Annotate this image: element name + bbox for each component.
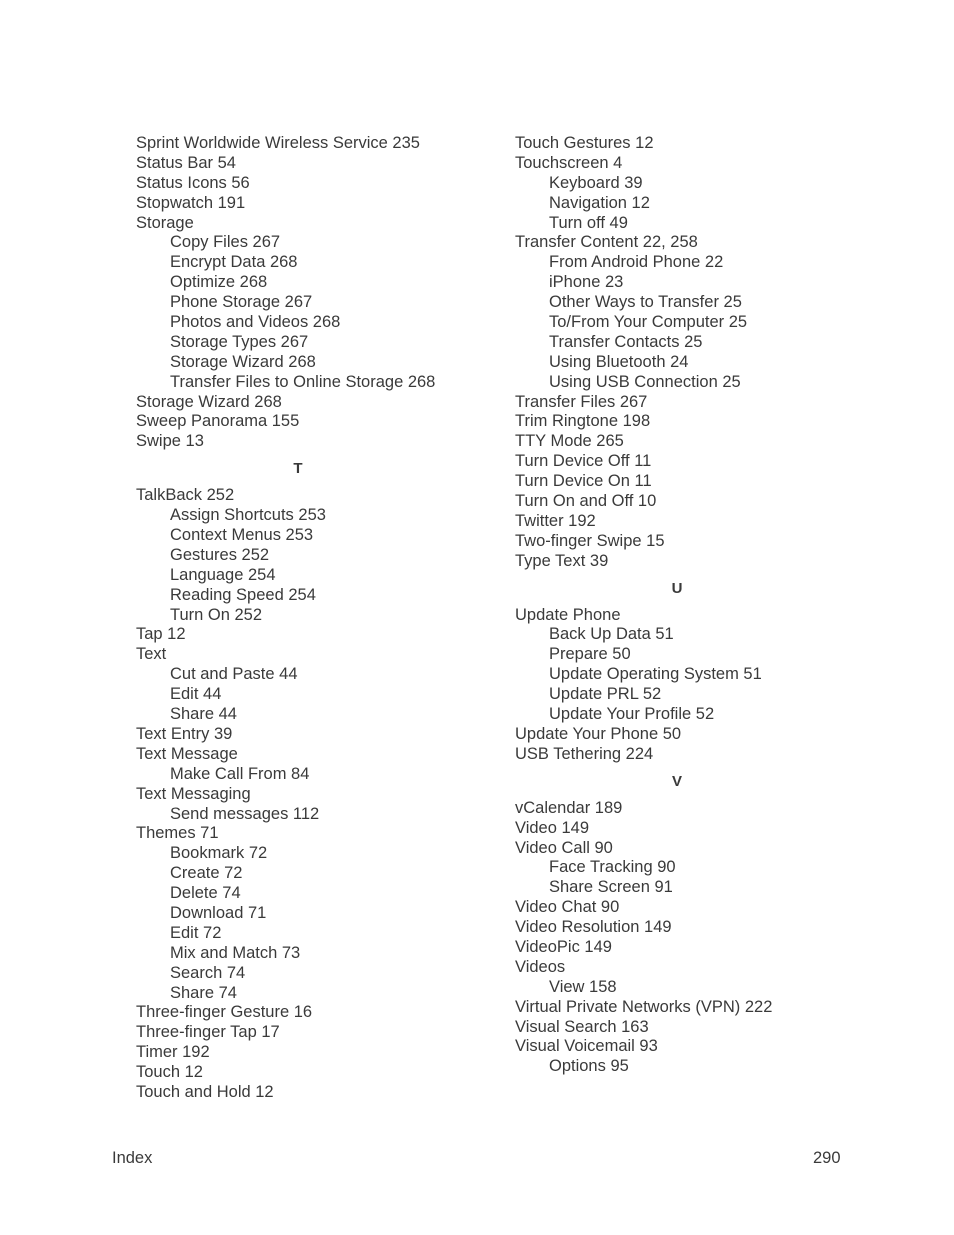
index-subentry: Edit 44	[170, 685, 222, 704]
index-subentry: Photos and Videos 268	[170, 313, 341, 332]
index-entry: Update Phone	[515, 605, 621, 624]
index-subentry: Turn On 252	[170, 605, 263, 624]
index-subentry: Update Operating System 51	[549, 665, 762, 684]
index-entry: Text Entry 39	[136, 724, 233, 743]
index-entry: Text	[136, 645, 167, 664]
index-entry: Three-finger Gesture 16	[136, 1003, 313, 1022]
index-subentry: Navigation 12	[549, 193, 650, 212]
index-entry: Sweep Panorama 155	[136, 412, 300, 431]
index-entry: VideoPic 149	[515, 937, 612, 956]
index-subentry: Copy Files 267	[170, 233, 281, 252]
index-subentry: Create 72	[170, 864, 243, 883]
index-entry: Touch Gestures 12	[515, 134, 654, 152]
index-subentry: Reading Speed 254	[170, 585, 316, 604]
index-subentry: Share 44	[170, 705, 237, 724]
index-subentry: Phone Storage 267	[170, 293, 313, 312]
index-subentry: Keyboard 39	[549, 173, 643, 192]
index-entry: Three-finger Tap 17	[136, 1023, 280, 1042]
index-subentry: Prepare 50	[549, 645, 631, 664]
index-letter-heading: V	[671, 772, 682, 790]
index-entry: Video 149	[515, 818, 590, 837]
index-entry: TalkBack 252	[136, 486, 235, 505]
index-entry: Storage	[136, 213, 194, 232]
index-entry: Video Resolution 149	[515, 918, 672, 937]
index-entry: Update Your Phone 50	[515, 724, 682, 743]
index-entry: TTY Mode 265	[515, 432, 624, 451]
index-subentry: Search 74	[170, 963, 246, 982]
index-subentry: Options 95	[549, 1057, 629, 1076]
index-entry: Storage Wizard 268	[136, 392, 282, 411]
index-entry: Visual Voicemail 93	[515, 1037, 658, 1056]
index-subentry: Update PRL 52	[549, 685, 662, 704]
index-subentry: Using Bluetooth 24	[549, 352, 689, 371]
index-subentry: To/From Your Computer 25	[549, 313, 748, 332]
index-entry: Type Text 39	[515, 551, 609, 570]
index-entry: Sprint Worldwide Wireless Service 235	[136, 134, 420, 152]
index-entry: Videos	[515, 957, 566, 976]
index-subentry: Cut and Paste 44	[170, 665, 298, 684]
index-entry: Touch 12	[136, 1063, 203, 1082]
index-subentry: View 158	[549, 977, 617, 996]
index-letter-heading: T	[293, 460, 303, 478]
index-subentry: Optimize 268	[170, 273, 268, 292]
index-subentry: Context Menus 253	[170, 526, 314, 545]
index-subentry: Update Your Profile 52	[549, 705, 715, 724]
index-entry: Touchscreen 4	[515, 153, 623, 172]
index-entry: Trim Ringtone 198	[515, 412, 651, 431]
index-entry: Stopwatch 191	[136, 193, 246, 212]
index-subentry: Bookmark 72	[170, 844, 268, 863]
index-entry: vCalendar 189	[515, 798, 623, 817]
index-subentry: Make Call From 84	[170, 764, 310, 783]
index-subentry: Share 74	[170, 983, 237, 1002]
index-subentry: Share Screen 91	[549, 878, 673, 897]
footer-section-label: Index	[112, 1149, 153, 1167]
index-subentry: Turn off 49	[549, 213, 628, 232]
index-subentry: Storage Wizard 268	[170, 352, 316, 371]
index-entry: Transfer Content 22, 258	[515, 233, 698, 252]
index-column-right	[515, 134, 855, 1077]
index-entry: Video Chat 90	[515, 898, 620, 917]
index-column-left	[136, 134, 476, 1103]
index-subentry: Mix and Match 73	[170, 943, 301, 962]
index-entry: Text Message	[136, 744, 238, 763]
index-entry: Status Icons 56	[136, 173, 250, 192]
index-entry: Two-finger Swipe 15	[515, 531, 665, 550]
index-entry: Swipe 13	[136, 432, 204, 451]
index-entry: USB Tethering 224	[515, 744, 654, 763]
index-subentry: Transfer Contacts 25	[549, 332, 703, 351]
index-entry: Transfer Files 267	[515, 392, 648, 411]
index-subentry: Using USB Connection 25	[549, 372, 741, 391]
index-entry: Video Call 90	[515, 838, 613, 857]
index-subentry: Other Ways to Transfer 25	[549, 293, 742, 312]
index-subentry: Face Tracking 90	[549, 858, 676, 877]
index-subentry: Edit 72	[170, 923, 222, 942]
index-subentry: Delete 74	[170, 884, 241, 903]
index-entry: Tap 12	[136, 625, 186, 644]
index-subentry: Download 71	[170, 903, 267, 922]
index-letter-heading: U	[671, 579, 683, 597]
index-entry: Themes 71	[136, 824, 219, 843]
index-entry: Turn On and Off 10	[515, 492, 657, 511]
index-entry: Virtual Private Networks (VPN) 222	[515, 997, 773, 1016]
index-subentry: iPhone 23	[549, 273, 624, 292]
index-entry: Twitter 192	[515, 511, 596, 530]
index-subentry: Encrypt Data 268	[170, 253, 298, 272]
footer-page-number: 290	[813, 1149, 841, 1167]
index-subentry: Send messages 112	[170, 804, 320, 823]
index-entry: Touch and Hold 12	[136, 1082, 274, 1101]
index-entry: Timer 192	[136, 1043, 210, 1062]
index-subentry: Back Up Data 51	[549, 625, 674, 644]
index-subentry: Transfer Files to Online Storage 268	[170, 372, 436, 391]
index-entry: Text Messaging	[136, 784, 251, 803]
index-subentry: Language 254	[170, 565, 276, 584]
index-subentry: Storage Types 267	[170, 332, 309, 351]
index-entry: Visual Search 163	[515, 1017, 649, 1036]
index-entry: Turn Device Off 11	[515, 452, 652, 471]
index-entry: Status Bar 54	[136, 153, 236, 172]
index-subentry: From Android Phone 22	[549, 253, 724, 272]
index-subentry: Assign Shortcuts 253	[170, 506, 326, 525]
index-subentry: Gestures 252	[170, 545, 270, 564]
index-entry: Turn Device On 11	[515, 472, 652, 491]
